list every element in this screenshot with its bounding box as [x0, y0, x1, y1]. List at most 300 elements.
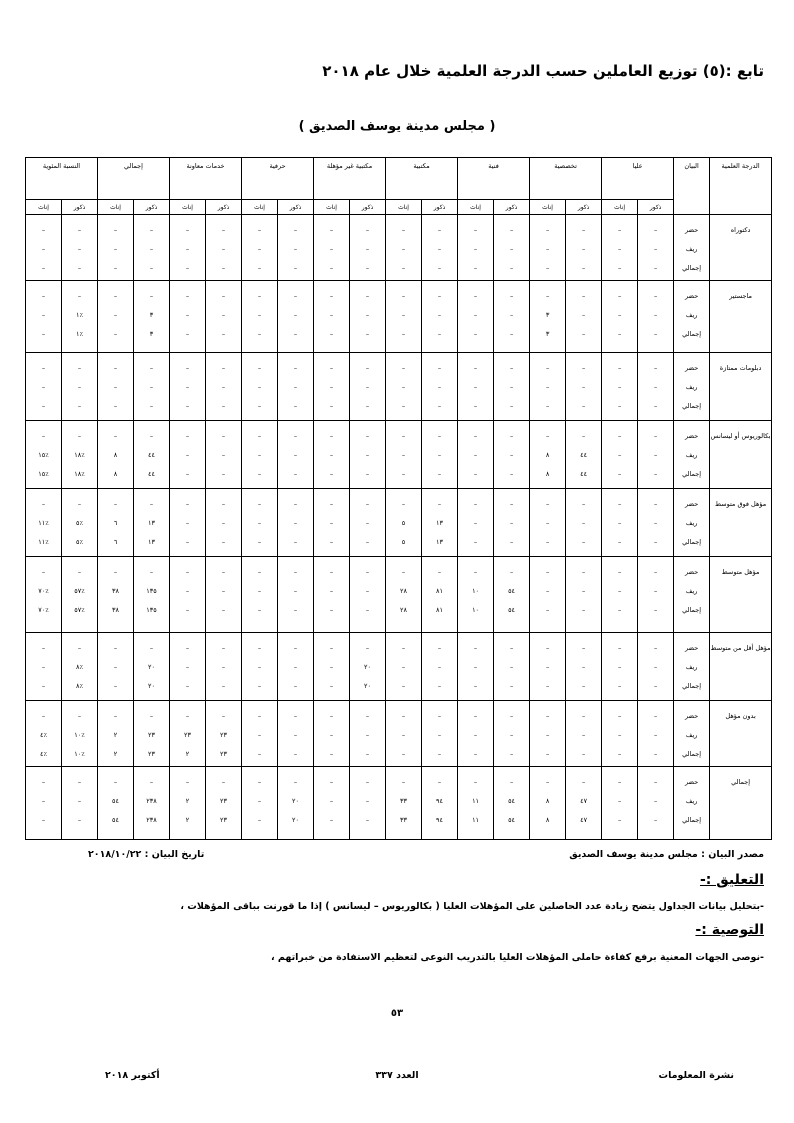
- cell-value: –: [401, 750, 406, 758]
- cell-value: –: [509, 750, 514, 758]
- cell-value: –: [473, 519, 478, 527]
- cell-value: –: [473, 731, 478, 739]
- cell-value: –: [113, 311, 118, 319]
- cell-value: –: [185, 519, 190, 527]
- cell-value: –: [221, 587, 226, 595]
- cell-value: –: [545, 644, 550, 652]
- cell-value: –: [113, 383, 118, 391]
- cell-value: –: [329, 778, 334, 786]
- cell-value: –: [581, 644, 586, 652]
- data-cell: [350, 421, 386, 489]
- cell-value: –: [257, 663, 262, 671]
- cell-value: –: [545, 432, 550, 440]
- cell-value: –: [329, 264, 334, 272]
- cell-value: –: [581, 778, 586, 786]
- cell-value: –: [473, 364, 478, 372]
- cell-value: –: [401, 712, 406, 720]
- cell-value: –: [185, 644, 190, 652]
- data-cell: [422, 767, 458, 840]
- data-cell: [242, 701, 278, 767]
- data-cell: [242, 767, 278, 840]
- data-cell: [494, 701, 530, 767]
- cell-value: –: [545, 606, 550, 614]
- cell-value: –: [257, 226, 262, 234]
- cell-value: –: [149, 383, 154, 391]
- cell-value: –: [365, 797, 370, 805]
- cell-value: ١٣: [148, 538, 155, 546]
- degree-name: دبلومات ممتازة: [710, 353, 772, 421]
- cell-value: ٤٤: [580, 451, 588, 459]
- cell-value: –: [257, 470, 262, 478]
- row-labels: [674, 281, 710, 353]
- cell-value: –: [653, 292, 658, 300]
- cell-value: –: [365, 451, 370, 459]
- cell-value: –: [617, 432, 622, 440]
- row-label: حضر: [684, 644, 699, 652]
- cell-value: –: [617, 264, 622, 272]
- cell-value: –: [545, 226, 550, 234]
- cell-value: –: [293, 364, 298, 372]
- data-cell: [422, 633, 458, 701]
- cell-value: ٨: [113, 451, 118, 459]
- cell-value: –: [617, 750, 622, 758]
- data-cell: [638, 421, 674, 489]
- data-cell: [170, 353, 206, 421]
- data-cell: [170, 557, 206, 633]
- cell-value: –: [113, 292, 118, 300]
- data-cell: [458, 633, 494, 701]
- cell-value: –: [617, 568, 622, 576]
- data-cell: [206, 557, 242, 633]
- cell-value: –: [221, 330, 226, 338]
- cell-value: –: [221, 682, 226, 690]
- cell-value: –: [41, 432, 46, 440]
- cell-value: –: [509, 226, 514, 234]
- cell-value: –: [437, 364, 442, 372]
- cell-value: –: [401, 778, 406, 786]
- data-cell: [602, 557, 638, 633]
- data-cell: [98, 767, 134, 840]
- cell-value: –: [437, 292, 442, 300]
- data-cell: [386, 633, 422, 701]
- comment-text: -بتحليل بيانات الجداول يتضح زيادة عدد الحاصلين على المؤهلات العليا ( بكالوريوس – ليسانس ) إذا ما قورنت بباقى المؤهلات ،: [180, 901, 764, 912]
- data-cell: [242, 489, 278, 557]
- cell-value: ٣: [149, 311, 154, 319]
- header-female: إناث: [386, 200, 422, 215]
- cell-value: ٪١٥: [38, 451, 49, 459]
- data-cell: [26, 557, 62, 633]
- cell-value: –: [185, 778, 190, 786]
- cell-value: –: [329, 364, 334, 372]
- cell-value: –: [581, 383, 586, 391]
- cell-value: ٢٨: [400, 587, 408, 595]
- cell-value: –: [41, 226, 46, 234]
- data-cell: [422, 557, 458, 633]
- cell-value: –: [257, 538, 262, 546]
- cell-value: –: [113, 402, 118, 410]
- cell-value: –: [221, 568, 226, 576]
- cell-value: –: [617, 519, 622, 527]
- cell-value: –: [293, 245, 298, 253]
- data-cell: [566, 489, 602, 557]
- data-cell: [350, 215, 386, 281]
- data-cell: [134, 489, 170, 557]
- cell-value: –: [113, 500, 118, 508]
- cell-value: ٥٤: [112, 797, 119, 805]
- cell-value: –: [329, 500, 334, 508]
- header-male: ذكور: [350, 200, 386, 215]
- cell-value: –: [77, 568, 82, 576]
- cell-value: ١١: [472, 797, 480, 805]
- data-cell: [566, 421, 602, 489]
- row-label: ريف: [685, 587, 698, 595]
- cell-value: ٨: [545, 470, 550, 478]
- data-cell: [386, 421, 422, 489]
- cell-value: ٢: [113, 731, 118, 739]
- header-female: إناث: [26, 200, 62, 215]
- cell-value: –: [509, 470, 514, 478]
- cell-value: –: [257, 383, 262, 391]
- cell-value: –: [293, 587, 298, 595]
- header-male: ذكور: [134, 200, 170, 215]
- cell-value: –: [617, 538, 622, 546]
- cell-value: –: [581, 364, 586, 372]
- table-row: [26, 767, 772, 840]
- data-cell: [386, 353, 422, 421]
- cell-value: –: [401, 311, 406, 319]
- data-cell: [26, 421, 62, 489]
- cell-value: ٢: [113, 750, 118, 758]
- cell-value: –: [293, 264, 298, 272]
- cell-value: –: [653, 402, 658, 410]
- data-cell: [350, 281, 386, 353]
- cell-value: –: [41, 292, 46, 300]
- cell-value: –: [329, 470, 334, 478]
- data-cell: [494, 489, 530, 557]
- cell-value: –: [365, 712, 370, 720]
- cell-value: –: [545, 750, 550, 758]
- data-cell: [134, 767, 170, 840]
- cell-value: –: [149, 264, 154, 272]
- row-labels: [674, 633, 710, 701]
- cell-value: –: [617, 816, 622, 824]
- header-group: عليا: [602, 158, 674, 200]
- cell-value: –: [329, 226, 334, 234]
- cell-value: –: [221, 470, 226, 478]
- data-cell: [62, 421, 98, 489]
- cell-value: ٨: [113, 470, 118, 478]
- cell-value: –: [329, 402, 334, 410]
- data-cell: [566, 557, 602, 633]
- cell-value: –: [185, 402, 190, 410]
- cell-value: –: [221, 364, 226, 372]
- cell-value: –: [365, 245, 370, 253]
- data-cell: [98, 215, 134, 281]
- cell-value: –: [185, 663, 190, 671]
- cell-value: –: [77, 816, 82, 824]
- cell-value: –: [545, 245, 550, 253]
- data-cell: [494, 767, 530, 840]
- cell-value: –: [77, 402, 82, 410]
- cell-value: –: [617, 383, 622, 391]
- cell-value: ١٣: [148, 519, 155, 527]
- header-male: ذكور: [422, 200, 458, 215]
- data-cell: [350, 701, 386, 767]
- header-group: مكتبية غير مؤهلة: [314, 158, 386, 200]
- data-cell: [350, 767, 386, 840]
- cell-value: –: [653, 568, 658, 576]
- cell-value: ٣٣: [400, 797, 408, 805]
- cell-value: –: [581, 330, 586, 338]
- cell-value: ٢٣: [148, 750, 155, 758]
- cell-value: –: [221, 402, 226, 410]
- cell-value: –: [41, 682, 46, 690]
- header-degree: الدرجة العلمية: [710, 158, 772, 215]
- cell-value: –: [293, 644, 298, 652]
- data-cell: [350, 633, 386, 701]
- cell-value: –: [473, 500, 478, 508]
- row-label: ريف: [685, 731, 698, 739]
- cell-value: –: [293, 500, 298, 508]
- data-cell: [314, 215, 350, 281]
- data-cell: [494, 215, 530, 281]
- row-label: حضر: [684, 292, 699, 300]
- cell-value: ١٣٥: [146, 587, 157, 595]
- cell-value: –: [221, 538, 226, 546]
- data-cell: [170, 633, 206, 701]
- data-cell: [206, 489, 242, 557]
- data-cell: [314, 767, 350, 840]
- cell-value: –: [365, 731, 370, 739]
- data-cell: [602, 353, 638, 421]
- cell-value: ٢٣٨: [146, 816, 157, 824]
- cell-value: –: [509, 451, 514, 459]
- header-female: إناث: [98, 200, 134, 215]
- cell-value: –: [473, 682, 478, 690]
- cell-value: –: [545, 364, 550, 372]
- data-source: مصدر البيان : مجلس مدينة يوسف الصديق: [569, 849, 764, 860]
- data-cell: [98, 489, 134, 557]
- table-row: [26, 421, 772, 489]
- cell-value: ٣: [149, 330, 154, 338]
- cell-value: –: [77, 644, 82, 652]
- cell-value: –: [617, 606, 622, 614]
- header-group: تخصصية: [530, 158, 602, 200]
- data-cell: [422, 701, 458, 767]
- data-cell: [386, 557, 422, 633]
- cell-value: –: [257, 731, 262, 739]
- header-female: إناث: [242, 200, 278, 215]
- cell-value: ٨: [545, 816, 550, 824]
- row-labels: [674, 701, 710, 767]
- cell-value: –: [437, 682, 442, 690]
- cell-value: –: [581, 731, 586, 739]
- cell-value: –: [149, 364, 154, 372]
- cell-value: –: [401, 500, 406, 508]
- data-cell: [602, 215, 638, 281]
- cell-value: –: [293, 568, 298, 576]
- data-cell: [602, 701, 638, 767]
- cell-value: –: [437, 402, 442, 410]
- cell-value: ٢٣: [220, 816, 227, 824]
- data-cell: [26, 489, 62, 557]
- data-cell: [602, 421, 638, 489]
- cell-value: –: [365, 568, 370, 576]
- cell-value: –: [365, 587, 370, 595]
- cell-value: –: [653, 644, 658, 652]
- data-cell: [62, 281, 98, 353]
- cell-value: –: [113, 568, 118, 576]
- cell-value: –: [293, 519, 298, 527]
- header-group: مكتبية: [386, 158, 458, 200]
- cell-value: –: [365, 606, 370, 614]
- cell-value: –: [257, 292, 262, 300]
- cell-value: –: [617, 470, 622, 478]
- data-cell: [62, 489, 98, 557]
- data-cell: [242, 353, 278, 421]
- row-labels: [674, 215, 710, 281]
- cell-value: –: [509, 311, 514, 319]
- cell-value: –: [185, 264, 190, 272]
- data-cell: [638, 353, 674, 421]
- data-cell: [26, 215, 62, 281]
- cell-value: –: [437, 712, 442, 720]
- data-cell: [278, 489, 314, 557]
- cell-value: –: [329, 587, 334, 595]
- data-cell: [566, 633, 602, 701]
- cell-value: –: [509, 383, 514, 391]
- cell-value: –: [149, 432, 154, 440]
- page-title: تابع :(٥) توزيع العاملين حسب الدرجة العلمية خلال عام ٢٠١٨: [322, 62, 764, 80]
- data-cell: [530, 281, 566, 353]
- cell-value: –: [581, 500, 586, 508]
- cell-value: –: [77, 364, 82, 372]
- cell-value: –: [617, 500, 622, 508]
- cell-value: ٤٤: [148, 451, 155, 459]
- data-cell: [386, 489, 422, 557]
- cell-value: –: [617, 682, 622, 690]
- cell-value: –: [617, 451, 622, 459]
- cell-value: –: [473, 451, 478, 459]
- cell-value: ٥: [401, 538, 406, 546]
- cell-value: –: [329, 663, 334, 671]
- cell-value: –: [365, 538, 370, 546]
- cell-value: –: [653, 682, 658, 690]
- cell-value: –: [653, 451, 658, 459]
- cell-value: –: [617, 663, 622, 671]
- cell-value: –: [329, 816, 334, 824]
- cell-value: –: [329, 731, 334, 739]
- cell-value: –: [293, 538, 298, 546]
- data-cell: [206, 633, 242, 701]
- cell-value: –: [653, 538, 658, 546]
- cell-value: –: [257, 644, 262, 652]
- row-label: إجمالي: [682, 470, 702, 478]
- cell-value: ٣٣: [400, 816, 408, 824]
- data-cell: [638, 281, 674, 353]
- cell-value: –: [185, 245, 190, 253]
- cell-value: –: [257, 712, 262, 720]
- cell-value: –: [221, 519, 226, 527]
- cell-value: –: [185, 364, 190, 372]
- cell-value: ٣٨: [112, 606, 119, 614]
- data-cell: [494, 353, 530, 421]
- cell-value: ٤٧: [580, 797, 588, 805]
- cell-value: –: [473, 311, 478, 319]
- cell-value: –: [437, 383, 442, 391]
- cell-value: –: [581, 292, 586, 300]
- row-labels: [674, 353, 710, 421]
- cell-value: –: [473, 330, 478, 338]
- cell-value: –: [473, 663, 478, 671]
- cell-value: –: [185, 311, 190, 319]
- cell-value: –: [401, 292, 406, 300]
- cell-value: –: [509, 682, 514, 690]
- cell-value: –: [437, 470, 442, 478]
- cell-value: ٪١: [76, 311, 83, 319]
- cell-value: –: [113, 264, 118, 272]
- cell-value: –: [365, 778, 370, 786]
- cell-value: –: [257, 519, 262, 527]
- header-female: إناث: [170, 200, 206, 215]
- data-cell: [314, 353, 350, 421]
- data-cell: [206, 421, 242, 489]
- cell-value: –: [185, 226, 190, 234]
- cell-value: –: [77, 778, 82, 786]
- cell-value: –: [437, 311, 442, 319]
- cell-value: –: [653, 500, 658, 508]
- cell-value: –: [185, 432, 190, 440]
- cell-value: –: [293, 402, 298, 410]
- row-label: إجمالي: [682, 264, 702, 272]
- cell-value: –: [401, 364, 406, 372]
- cell-value: –: [581, 538, 586, 546]
- cell-value: –: [293, 432, 298, 440]
- data-cell: [530, 701, 566, 767]
- cell-value: –: [617, 587, 622, 595]
- cell-value: –: [617, 245, 622, 253]
- cell-value: –: [653, 383, 658, 391]
- cell-value: –: [257, 402, 262, 410]
- cell-value: –: [617, 330, 622, 338]
- cell-value: ٢: [185, 797, 190, 805]
- cell-value: ٢٠: [364, 682, 372, 690]
- data-cell: [134, 557, 170, 633]
- cell-value: ٢٣٨: [146, 797, 157, 805]
- cell-value: ٥٤: [508, 797, 516, 805]
- cell-value: –: [257, 587, 262, 595]
- cell-value: –: [581, 264, 586, 272]
- cell-value: –: [401, 432, 406, 440]
- cell-value: ٪٨: [76, 682, 83, 690]
- data-cell: [98, 557, 134, 633]
- cell-value: –: [293, 606, 298, 614]
- cell-value: –: [113, 364, 118, 372]
- cell-value: –: [545, 383, 550, 391]
- row-label: إجمالي: [682, 402, 702, 410]
- cell-value: –: [257, 451, 262, 459]
- cell-value: –: [509, 538, 514, 546]
- data-cell: [278, 281, 314, 353]
- cell-value: –: [257, 797, 262, 805]
- cell-value: –: [257, 311, 262, 319]
- cell-value: –: [581, 568, 586, 576]
- cell-value: –: [653, 432, 658, 440]
- cell-value: –: [401, 451, 406, 459]
- cell-value: –: [401, 402, 406, 410]
- cell-value: –: [545, 568, 550, 576]
- cell-value: –: [257, 500, 262, 508]
